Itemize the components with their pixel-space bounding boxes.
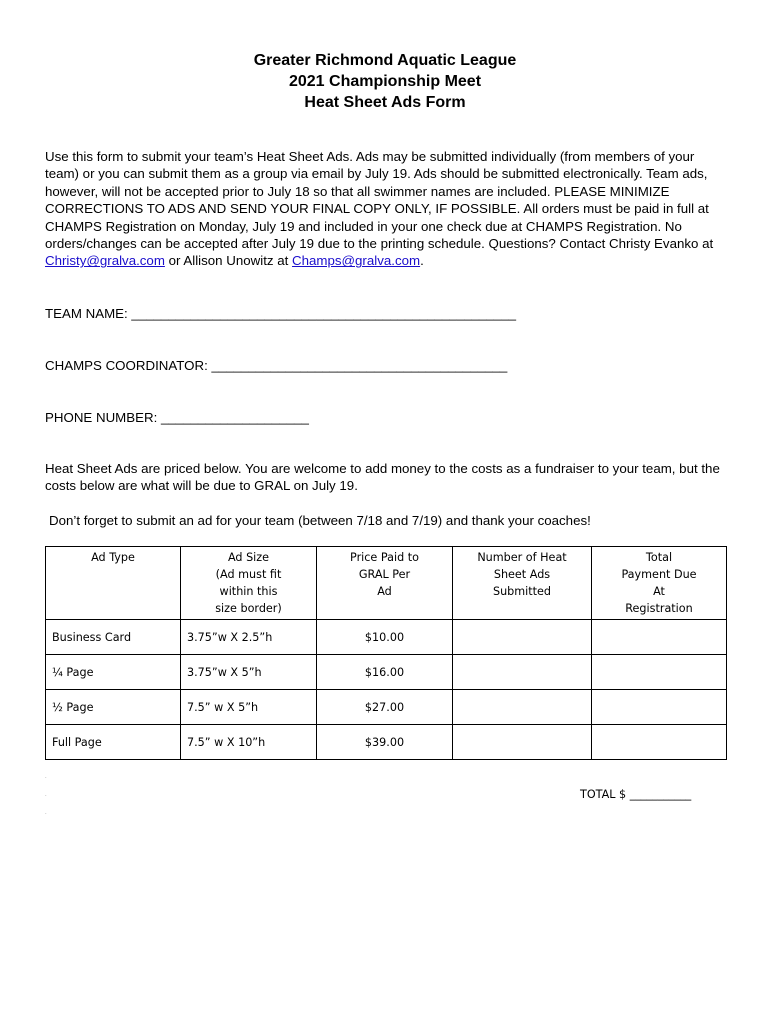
- table-row: [46, 655, 727, 690]
- ad-size-cell: 3.75”w X 5”h: [181, 655, 317, 690]
- form-name: Heat Sheet Ads Form: [304, 94, 466, 111]
- instructions-text-middle: or Allison Unowitz at: [164, 253, 293, 269]
- header-price: Price Paid to GRAL Per Ad: [317, 547, 453, 620]
- table-row: [46, 725, 727, 760]
- league-name: Greater Richmond Aquatic League: [253, 52, 517, 69]
- instructions-text: Use this form to submit your team’s Heat Sheet Ads. Ads may be submitted individually (from members of your team) or you can submit them as a group via email by July 19. Ads should be submitted electronically. Team ads, however, will not be accepted prior to July 18 so that all swimmer names are included. PLEASE MINIMIZE CORRECTIONS TO ADS AND SEND YOUR FINAL COPY ONLY, IF POSSIBLE. All orders must be paid in full at CHAMPS Registration on Monday, July 19 and included in your one check due at CHAMPS Registration. No orders/changes can be accepted after July 19 due to the printing schedule. Questions? Contact Christy Evanko at: [45, 149, 714, 252]
- team-name-field[interactable]: TEAM NAME: ____________________________________________________: [45, 306, 516, 321]
- coordinator-field[interactable]: CHAMPS COORDINATOR: ________________________________________: [45, 358, 508, 373]
- price-cell: $39.00: [317, 725, 453, 760]
- number-submitted-cell[interactable]: [453, 725, 592, 760]
- number-submitted-cell[interactable]: [453, 620, 592, 655]
- total-payment-cell[interactable]: [592, 690, 727, 725]
- grand-total-field[interactable]: TOTAL $ ___________: [580, 788, 692, 801]
- meet-name: 2021 Championship Meet: [288, 73, 482, 90]
- total-payment-cell[interactable]: [592, 620, 727, 655]
- pricing-note: Heat Sheet Ads are priced below. You are welcome to add money to the costs as a fundraiser to your team, but the costs below are what will be due to GRAL on July 19.: [45, 461, 720, 494]
- header-total-payment: Total Payment Due At Registration: [592, 547, 727, 620]
- ad-type-cell: ¼ Page: [46, 655, 181, 690]
- ads-pricing-table: [45, 546, 727, 760]
- table-row: [46, 690, 727, 725]
- price-cell: $27.00: [317, 690, 453, 725]
- table-row: [46, 620, 727, 655]
- ad-type-cell: Business Card: [46, 620, 181, 655]
- header-number-submitted: Number of Heat Sheet Ads Submitted: [453, 547, 592, 620]
- ad-type-cell: ½ Page: [46, 690, 181, 725]
- total-payment-cell[interactable]: [592, 725, 727, 760]
- number-submitted-cell[interactable]: [453, 655, 592, 690]
- instructions-text-end: .: [420, 253, 424, 269]
- champs-email-link[interactable]: Champs@gralva.com: [292, 253, 421, 269]
- total-payment-cell[interactable]: [592, 655, 727, 690]
- divider-dot: .: [45, 774, 47, 780]
- number-submitted-cell[interactable]: [453, 690, 592, 725]
- price-cell: $16.00: [317, 655, 453, 690]
- ad-size-cell: 7.5” w X 5”h: [181, 690, 317, 725]
- header-ad-type: Ad Type: [46, 547, 181, 620]
- instructions-paragraph: [45, 148, 725, 270]
- table-header-row: [46, 547, 727, 620]
- divider-dot: .: [45, 810, 47, 816]
- ad-size-cell: 7.5” w X 10”h: [181, 725, 317, 760]
- ad-type-cell: Full Page: [46, 725, 181, 760]
- price-cell: $10.00: [317, 620, 453, 655]
- ad-size-cell: 3.75”w X 2.5”h: [181, 620, 317, 655]
- header-ad-size: Ad Size (Ad must fit within this size border): [181, 547, 317, 620]
- reminder-note: Don’t forget to submit an ad for your team (between 7/18 and 7/19) and thank your coaches!: [49, 513, 591, 528]
- form-title: [0, 50, 770, 113]
- divider-dot: .: [45, 792, 47, 798]
- phone-number-field[interactable]: PHONE NUMBER: ____________________: [45, 410, 309, 425]
- christy-email-link[interactable]: Christy@gralva.com: [45, 253, 165, 269]
